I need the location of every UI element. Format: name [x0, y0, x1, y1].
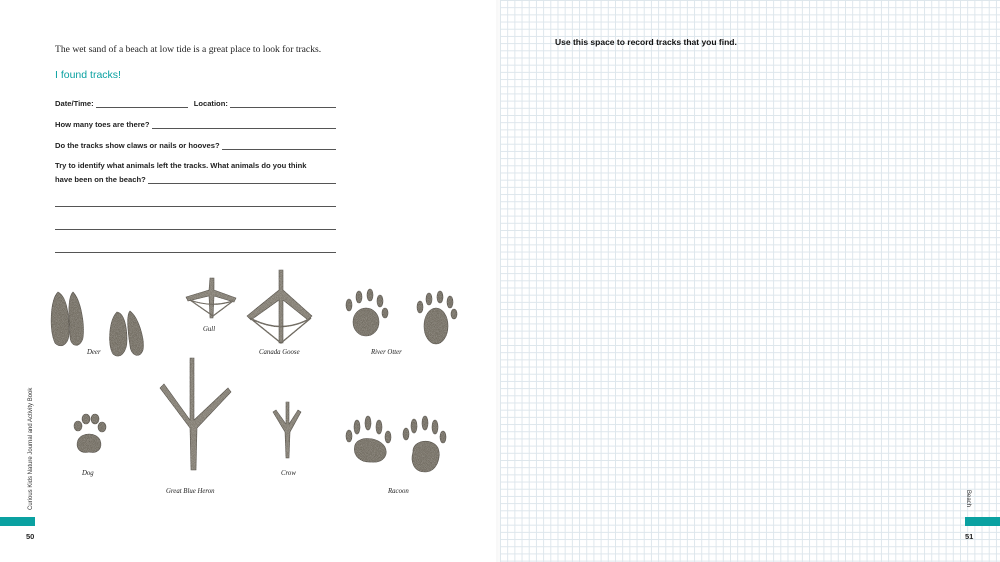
claws-field[interactable]	[222, 139, 336, 150]
dog-track-icon	[74, 414, 106, 452]
book-title-text: Curious Kids Nature Journal and Activity Book	[28, 387, 34, 510]
right-page-grid[interactable]	[500, 0, 1000, 562]
identify-row	[55, 172, 336, 184]
dog-label: Dog	[82, 470, 94, 477]
great-blue-heron-label: Great Blue Heron	[166, 488, 215, 495]
crow-label: Crow	[281, 470, 296, 477]
claws-row	[55, 138, 336, 150]
date-location-row	[55, 96, 336, 108]
left-accent-bar	[0, 517, 35, 526]
toes-row	[55, 117, 336, 129]
river-otter-track-icon	[346, 289, 457, 344]
right-page-number: 51	[965, 532, 974, 541]
left-page-number: 50	[26, 532, 35, 541]
gull-track-icon	[186, 278, 236, 318]
date-time-field[interactable]	[96, 97, 188, 108]
racoon-label: Racoon	[388, 488, 409, 495]
racoon-track-icon	[346, 416, 446, 472]
location-label: Location:	[193, 99, 228, 108]
identify-question	[55, 161, 336, 172]
toes-label: How many toes are there?	[55, 120, 150, 129]
river-otter-label: River Otter	[371, 349, 402, 356]
record-tracks-title: Use this space to record tracks that you find.	[555, 37, 737, 47]
answer-line-2[interactable]	[55, 207, 336, 230]
date-time-label: Date/Time:	[55, 99, 94, 108]
gull-label: Gull	[203, 326, 216, 333]
intro-text: The wet sand of a beach at low tide is a great place to look for tracks.	[55, 44, 322, 55]
identify-line-1: Try to identify what animals left the tracks. What animals do you think	[55, 161, 307, 170]
location-field[interactable]	[230, 97, 336, 108]
book-side-title	[28, 382, 40, 510]
section-tab	[962, 490, 974, 516]
canada-goose-track-icon	[247, 270, 312, 343]
great-blue-heron-track-icon	[160, 358, 231, 470]
track-record-form	[55, 96, 336, 253]
found-tracks-heading: I found tracks!	[55, 69, 121, 81]
section-tab-label: Beach	[965, 490, 971, 508]
crow-track-icon	[273, 402, 301, 458]
answer-line-1[interactable]	[55, 184, 336, 207]
identify-line-2: have been on the beach?	[55, 175, 146, 184]
answer-line-3[interactable]	[55, 230, 336, 253]
canada-goose-label: Canada Goose	[259, 349, 300, 356]
toes-field[interactable]	[152, 118, 336, 129]
track-illustrations	[0, 260, 500, 510]
claws-label: Do the tracks show claws or nails or hooves?	[55, 141, 220, 150]
deer-track-icon	[51, 292, 143, 356]
right-accent-bar	[965, 517, 1000, 526]
deer-label: Deer	[87, 349, 101, 356]
identify-field[interactable]	[148, 173, 336, 184]
